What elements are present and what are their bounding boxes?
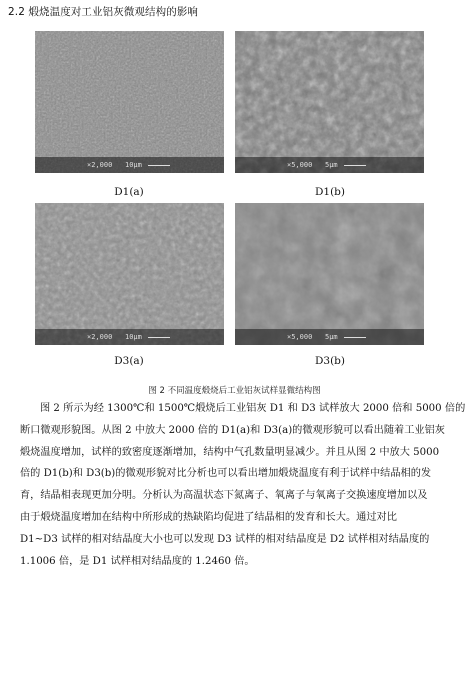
paragraph-line: 由于煅烧温度增加在结构中所形成的热缺陷均促进了结晶相的发育和长大。通过对比 xyxy=(20,511,397,523)
sem-image-d1a xyxy=(35,31,224,173)
magnification-label: ×2,000 xyxy=(87,161,113,169)
scale-label: 5μm xyxy=(325,333,338,341)
sem-info-bar xyxy=(35,329,224,345)
sem-info-bar xyxy=(35,157,224,173)
scale-bar xyxy=(148,337,170,338)
figure-label-d1a: D1(a) xyxy=(114,186,144,198)
magnification-label: ×5,000 xyxy=(287,333,313,341)
paragraph-line: 图 2 所示为经 1300℃和 1500℃煅烧后工业铝灰 D1 和 D3 试样放大 2000 倍和 5000 倍的 xyxy=(40,403,466,414)
figure-caption: 图 2 不同温度煅烧后工业铝灰试样显微结构图 xyxy=(148,386,321,396)
paragraph-line: 断口微观形貌图。从图 2 中放大 2000 倍的 D1(a)和 D3(a)的微观形貌可以看出随着工业铝灰 xyxy=(20,424,445,436)
sem-image-d1b xyxy=(235,31,424,173)
body-paragraph xyxy=(20,398,466,572)
scale-label: 10μm xyxy=(125,333,142,341)
scale-bar xyxy=(148,165,170,166)
sem-info-bar xyxy=(235,157,424,173)
paragraph-line: D1~D3 试样的相对结晶度大小也可以发现 D3 试样的相对结晶度是 D2 试样相对结晶度的 xyxy=(20,533,430,545)
magnification-label: ×5,000 xyxy=(287,161,313,169)
figure-label-d1b: D1(b) xyxy=(314,186,345,198)
scale-label: 5μm xyxy=(325,161,338,169)
figure-label-d3b: D3(b) xyxy=(314,355,345,367)
sem-image-d3b xyxy=(235,203,424,345)
paragraph-line: 育，结晶相表现更加分明。分析认为高温状态下氮离子、氧离子与氧离子交换速度增加以及 xyxy=(20,490,428,502)
paragraph-line: 1.1006 倍，是 D1 试样相对结晶度的 1.2460 倍。 xyxy=(20,555,255,567)
paragraph-line: 倍的 D1(b)和 D3(b)的微观形貌对比分析也可以看出增加煅烧温度有利于试样中结晶相的发 xyxy=(20,468,432,480)
scale-bar xyxy=(344,337,366,338)
scale-label: 10μm xyxy=(125,161,142,169)
figure-label-d3a: D3(a) xyxy=(114,355,144,367)
paragraph-line: 煅烧温度增加，试样的致密度逐渐增加，结构中气孔数量明显减少。并且从图 2 中放大 5000 xyxy=(20,446,440,458)
sem-image-d3a xyxy=(35,203,224,345)
scale-bar xyxy=(344,165,366,166)
magnification-label: ×2,000 xyxy=(87,333,113,341)
section-heading: 2.2 煅烧温度对工业铝灰微观结构的影响 xyxy=(8,6,199,18)
sem-info-bar xyxy=(235,329,424,345)
